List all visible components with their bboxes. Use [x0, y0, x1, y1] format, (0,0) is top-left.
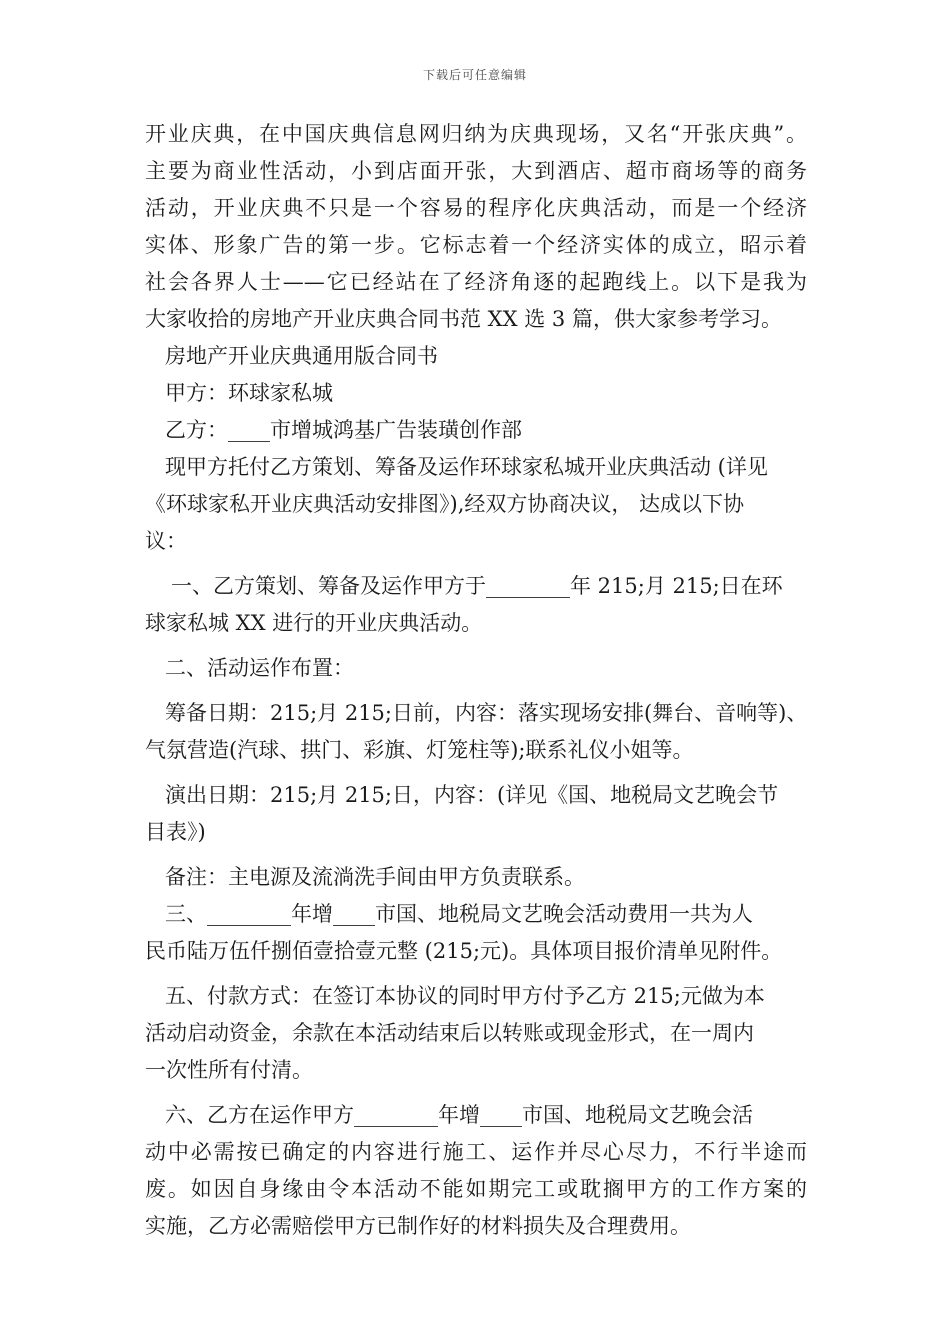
document-body: [145, 116, 807, 1245]
intro-line-3: 活动，开业庆典不只是一个容易的程序化庆典活动，而是一个经济: [145, 196, 807, 220]
clause-6-line-4: 实施，乙方必需赔偿甲方已制作好的材料损失及合理费用。: [145, 1214, 691, 1238]
party-b: 乙方：____市增城鸿基广告装璜创作部: [165, 418, 522, 442]
clause-6-line-2: 动中必需按已确定的内容进行施工、运作并尽心尽力，不行半途而: [145, 1140, 807, 1164]
clause-1-line-2: 球家私城 XX 进行的开业庆典活动。: [145, 611, 483, 635]
intro-line-1: 开业庆典，在中国庆典信息网归纳为庆典现场，又名“开张庆典”。: [145, 122, 807, 146]
intro-line-4: 实体、形象广告的第一步。它标志着一个经济实体的成立，昭示着: [145, 233, 807, 257]
preamble-line-1: 现甲方托付乙方策划、筹备及运作环球家私城开业庆典活动 (详见: [165, 455, 768, 479]
prep-date-line-1: 筹备日期：215;月 215;日前，内容：落实现场安排(舞台、音响等)、: [165, 701, 808, 725]
clause-3-line-2: 民币陆万伍仟捌佰壹拾壹元整 (215;元)。具体项目报价清单见附件。: [145, 939, 783, 963]
clause-5-line-1: 五、付款方式：在签订本协议的同时甲方付予乙方 215;元做为本: [165, 984, 765, 1008]
remark-line: 备注：主电源及流淌洗手间由甲方负责联系。: [165, 865, 585, 889]
intro-line-5: 社会各界人士——它已经站在了经济角逐的起跑线上。以下是我为: [145, 270, 807, 294]
prep-date-line-2: 气氛营造(汽球、拱门、彩旗、灯笼柱等);联系礼仪小姐等。: [145, 738, 694, 762]
intro-line-6: 大家收拾的房地产开业庆典合同书范 XX 选 3 篇，供大家参考学习。: [145, 307, 782, 331]
clause-5-line-3: 一次性所有付清。: [145, 1058, 313, 1082]
show-date-line-1: 演出日期：215;月 215;日，内容：(详见《国、地税局文艺晚会节: [165, 783, 779, 807]
clause-6-line-3: 废。如因自身缘由令本活动不能如期完工或耽搁甲方的工作方案的: [145, 1177, 807, 1201]
preamble-line-2: 《环球家私开业庆典活动安排图》),经双方协商决议， 达成以下协: [145, 492, 745, 516]
clause-5-line-2: 活动启动资金，余款在本活动结束后以转账或现金形式，在一周内: [145, 1021, 754, 1045]
contract-title: 房地产开业庆典通用版合同书: [165, 344, 438, 368]
show-date-line-2: 目表》): [145, 820, 206, 844]
intro-line-2: 主要为商业性活动，小到店面开张，大到酒店、超市商场等的商务: [145, 159, 807, 183]
clause-1-line-1: 一、乙方策划、筹备及运作甲方于________年 215;月 215;日在环: [171, 574, 783, 598]
clause-2-heading: 二、活动运作布置：: [165, 656, 354, 680]
party-a: 甲方：环球家私城: [165, 381, 333, 405]
clause-3-line-1: 三、________年增____市国、地税局文艺晚会活动费用一共为人: [165, 902, 753, 926]
preamble-line-3: 议：: [145, 529, 187, 553]
clause-6-line-1: 六、乙方在运作甲方________年增____市国、地税局文艺晚会活: [165, 1103, 753, 1127]
page-header-note: 下载后可任意编辑: [422, 68, 527, 82]
